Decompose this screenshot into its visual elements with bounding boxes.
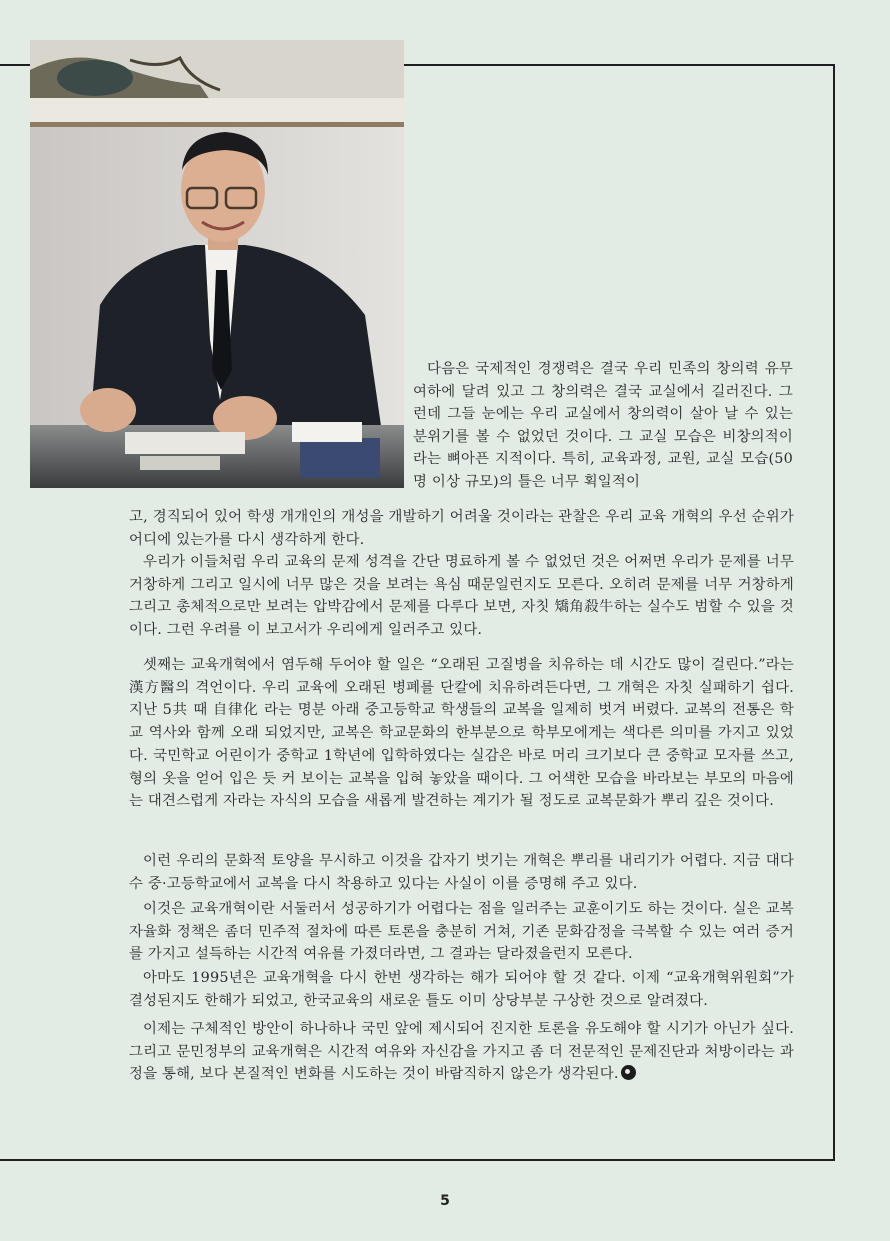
frame-bottom-line: [0, 1159, 835, 1161]
paragraph-4: 셋째는 교육개혁에서 염두해 두어야 할 일은 “오래된 고질병을 치유하는 데 시간도 많이 걸린다.”라는 漢方醫의 격언이다. 우리 교육에 오래된 병폐를 단칼에 치유하려든다면, 그 개혁은 자칫 실패하기 쉽다. 지난 5共 때 自律化 라는 명분 아래 중고등학교 학생들의 교복을 일제히 벗겨 버렸다. 교복의 전통은 학교 역사와 함께 오래 되었지만, 교복은 학교문화의 한부분으로 학부모에게는 색다른 의미를 가지고 있었다. 국민학교 어린이가 중학교 1학년에 입학하였다는 실감은 바로 머리 크기보다 큰 중학교 모자를 쓰고, 형의 옷을 얻어 입은 듯 커 보이는 교복을 입혀 놓았을 때이다. 그 어색한 모습을 바라보는 부모의 마음에는 대견스럽게 자라는 자식의 모습을 새롭게 발견하는 계기가 될 정도로 교복문화가 뿌리 깊은 것이다.: [129, 657, 794, 810]
page-number: 5: [440, 1193, 450, 1209]
paragraph-8: [129, 1018, 794, 1086]
portrait-photo: [30, 40, 404, 488]
frame-top-line-right: [404, 64, 835, 66]
paragraph-7: 아마도 1995년은 교육개혁을 다시 한번 생각하는 해가 되어야 할 것 같다. 이제 “교육개혁위원회”가 결성된지도 한해가 되었고, 한국교육의 새로운 틀도 이미 상당부분 구상한 것으로 알려졌다.: [129, 970, 794, 1009]
paragraph-5: 이런 우리의 문화적 토양을 무시하고 이것을 갑자기 벗기는 개혁은 뿌리를 내리기가 어렵다. 지금 대다수 중·고등학교에서 교복을 다시 착용하고 있다는 사실이 이를 증명해 주고 있다.: [129, 853, 794, 892]
frame-right-line: [833, 64, 835, 1160]
paragraph-1: 다음은 국제적인 경쟁력은 결국 우리 민족의 창의력 유무여하에 달려 있고 그 창의력은 결국 교실에서 길러진다. 그런데 그들 눈에는 우리 교실에서 창의력이 살아 날 수 있는 분위기를 볼 수 없었던 것이다. 그 교실 모습은 비창의적이라는 뼈아픈 지적이다. 특히, 교육과정, 교원, 교실 모습(50명 이상 규모)의 틀은 너무 획일적이: [413, 361, 793, 490]
paragraph-2: 고, 경직되어 있어 학생 개개인의 개성을 개발하기 어려울 것이라는 관찰은 우리 교육 개혁의 우선 순위가 어디에 있는가를 다시 생각하게 한다.: [129, 509, 794, 548]
frame-top-line-left: [0, 64, 30, 66]
end-mark-icon: [621, 1065, 636, 1080]
paragraph-8-text: 이제는 구체적인 방안이 하나하나 국민 앞에 제시되어 진지한 토론을 유도해야 할 시기가 아닌가 싶다. 그리고 문민정부의 교육개혁은 시간적 여유와 자신감을 가지고 좀 더 전문적인 문제진단과 처방이라는 과정을 통해, 보다 본질적인 변화를 시도하는 것이 바람직하지 않은가 생각된다.: [129, 1021, 794, 1083]
paragraph-6: 이것은 교육개혁이란 서둘러서 성공하기가 어렵다는 점을 일러주는 교훈이기도 하는 것이다. 실은 교복 자율화 정책은 좀더 민주적 절차에 따른 토론을 충분히 거쳐, 기존 문화감정을 극복할 수 있는 여러 증거를 가지고 설득하는 시간적 여유를 가졌더라면, 그 결과는 달라졌을런지 모른다.: [129, 901, 794, 963]
paragraph-3: 우리가 이들처럼 우리 교육의 문제 성격을 간단 명료하게 볼 수 없었던 것은 어쩌면 우리가 문제를 너무 거창하게 그리고 일시에 너무 많은 것을 보려는 욕심 때문일런지도 모른다. 오히려 문제를 너무 거창하게 그리고 총체적으로만 보려는 압박감에서 문제를 다루다 보면, 자칫 矯角殺牛하는 실수도 범할 수 있을 것이다. 그런 우려를 이 보고서가 우리에게 일러주고 있다.: [129, 554, 794, 639]
portrait-illustration: [30, 40, 404, 488]
